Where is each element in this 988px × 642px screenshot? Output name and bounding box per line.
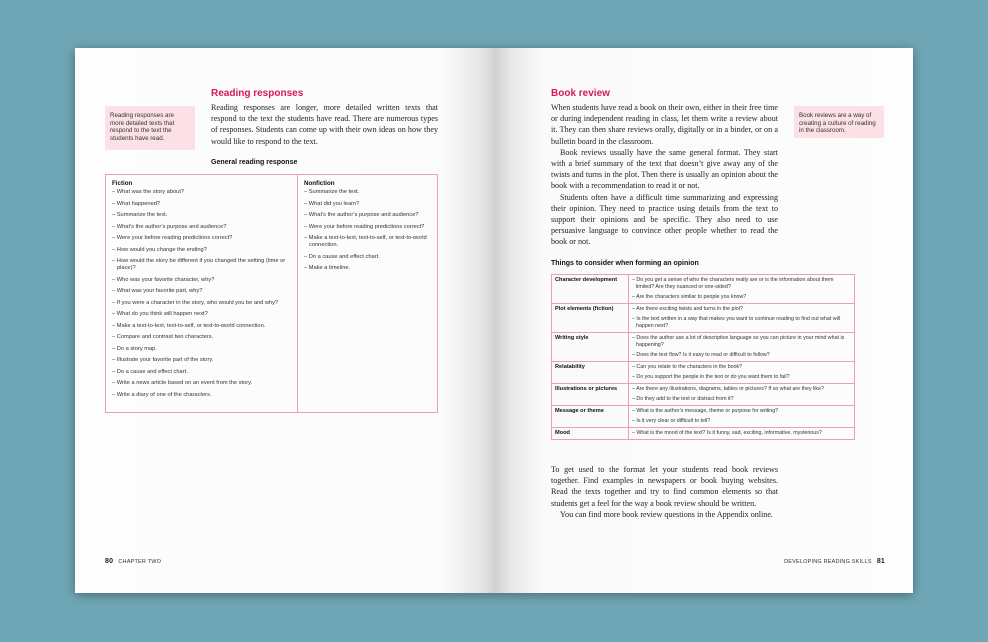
opinion-category: Writing style [552,333,629,362]
opinion-question: – What is the mood of the text? Is it funny, sad, exciting, informative, mysterious? [632,430,822,436]
fiction-question-item: – What was the story about? [112,189,185,195]
page-number-right: 81 [876,558,885,565]
fiction-question-item: – Who was your favorite character, why? [112,276,215,283]
opinion-question: – Do you support the people in the text or do you want them to fail? [632,374,790,380]
opinion-row [552,333,855,362]
opinion-question: – Are the characters similar to people you know? [632,294,747,300]
closing-paragraph: To get used to the format let your students read book reviews together. Find examples in newspapers or book buying websites. Read the texts together and try to find common elements so that students get a feel for the way a book review should be written. [551,465,778,508]
opinion-question: – Is it very clear or difficult to tell? [632,418,711,424]
opinion-questions [629,384,855,406]
fiction-question-item: – What was your favorite part, why? [112,288,203,295]
fiction-question-item: – Do a story map. [112,345,157,352]
nonfiction-question-item: – Make a timeline. [304,265,351,272]
book-review-heading: Book review [551,88,610,99]
nonfiction-column [298,175,437,412]
fiction-question-item: – Write a news article based on an event from the story. [112,380,253,387]
opinion-category: Relatability [552,362,629,384]
fiction-column [106,175,298,412]
opinion-category: Illustrations or pictures [552,384,629,406]
book-spread [75,48,913,593]
right-folio [784,558,885,565]
left-page [75,48,494,593]
opinion-row [552,406,855,428]
general-reading-response-table [105,174,438,413]
opinion-row [552,428,855,440]
opinion-table [551,274,855,440]
reading-responses-heading: Reading responses [211,88,304,99]
nonfiction-question-item: – Make a text-to-text, text-to-self, or text-to-world connection. [304,235,427,249]
opinion-row [552,304,855,333]
fiction-question-item: – How would the story be different if you changed the setting (time or place)? [112,258,286,272]
chapter-label: CHAPTER TWO [118,559,162,565]
reading-responses-body: Reading responses are longer, more detailed written texts that respond to the text the students have read. There are numerous types of responses. Students can come up with their own ideas on how they would like to respond to the text. [211,103,438,146]
fiction-question-item: – Illustrate your favorite part of the story. [112,357,214,364]
nonfiction-list [304,189,431,273]
opinion-questions [629,275,855,304]
fiction-question-item: – What do you think will happen next? [112,311,208,318]
fiction-question-item: – Write a diary of one of the characters. [112,391,212,398]
general-reading-response-title: General reading response [211,159,298,166]
fiction-question-item: – Summarize the text. [112,212,168,218]
fiction-question-item: – Make a text-to-text, text-to-self, or text-to-world connection. [112,322,266,329]
opinion-question: – Are there exciting twists and turns in the plot? [632,306,744,312]
reading-responses-sidenote: Reading responses are more detailed texts that respond to the text the students have read. [105,106,195,150]
opinion-questions [629,406,855,428]
book-review-closing [551,464,778,520]
left-folio [105,558,161,565]
book-review-sidenote: Book reviews are a way of creating a culture of reading in the classroom. [794,106,884,138]
opinion-questions [629,304,855,333]
fiction-question-item: – How would you change the ending? [112,246,207,253]
nonfiction-question-item: – What did you learn? [304,200,360,207]
opinion-question: – Are there any illustrations, diagrams, tables or pictures? If so what are they like? [632,386,824,392]
nonfiction-question-item: – What’s the author’s purpose and audience? [304,212,419,218]
opinion-table-title: Things to consider when forming an opinion [551,260,699,267]
nonfiction-title: Nonfiction [304,180,335,187]
fiction-question-item: – Do a cause and effect chart. [112,368,188,375]
fiction-question-item: – Were your before reading predictions correct? [112,235,233,241]
fiction-title: Fiction [112,180,133,187]
opinion-category: Plot elements (fiction) [552,304,629,333]
body-paragraph: Book reviews usually have the same general format. They start with a brief summary of the text that doesn’t give away any of the twists and turns in the plot. Then there is usually an opinion about the book with a recommendation to read it or not. [551,147,778,191]
fiction-question-item: – Compare and contrast two characters. [112,334,214,341]
nonfiction-question-item: – Summarize the text. [304,189,360,195]
section-label: DEVELOPING READING SKILLS [784,559,872,565]
fiction-list [112,189,291,399]
opinion-question: – Do you get a sense of who the characters really are or is the information about them limited? Are they nuanced or one-sided? [632,277,834,290]
fiction-question-item: – What happened? [112,200,161,207]
book-review-body [551,102,778,248]
page-number-left: 80 [105,558,114,565]
body-paragraph: When students have read a book on their own, either in their free time or during independent reading in class, let them write a review about it. They can then share reviews orally, digitally or in a binder, or on a bulletin board in the classroom. [551,103,778,146]
opinion-question: – Is the text written in a way that makes you want to continue reading to find out what will happen next? [632,316,841,329]
nonfiction-question-item: – Were your before reading predictions correct? [304,223,425,230]
opinion-row [552,384,855,406]
opinion-category: Mood [552,428,629,440]
body-paragraph: Students often have a difficult time summarizing and expressing their opinion. They need to practice using details from the text to support their opinions and be specific. They also need to use persuasive language to convince other people whether to read the book or not. [551,192,778,247]
opinion-questions [629,333,855,362]
opinion-question: – Does the text flow? Is it easy to read or difficult to follow? [632,352,770,358]
closing-paragraph: You can find more book review questions in the Appendix online. [560,509,773,519]
opinion-category: Message or theme [552,406,629,428]
opinion-question: – Does the author use a lot of descriptive language so you can picture in your mind what is happening? [632,335,845,348]
right-page [494,48,913,593]
opinion-questions [629,428,855,440]
opinion-category: Character development [552,275,629,304]
opinion-question: – Can you relate to the characters in the book? [632,364,743,370]
fiction-question-item: – What’s the author’s purpose and audience? [112,223,227,230]
fiction-question-item: – If you were a character in the story, who would you be and why? [112,299,279,306]
opinion-question: – Do they add to the text or distract from it? [632,396,734,402]
opinion-question: – What is the author’s message, theme or purpose for writing? [632,408,779,414]
nonfiction-question-item: – Do a cause and effect chart. [304,253,380,260]
opinion-questions [629,362,855,384]
opinion-row [552,362,855,384]
opinion-row [552,275,855,304]
